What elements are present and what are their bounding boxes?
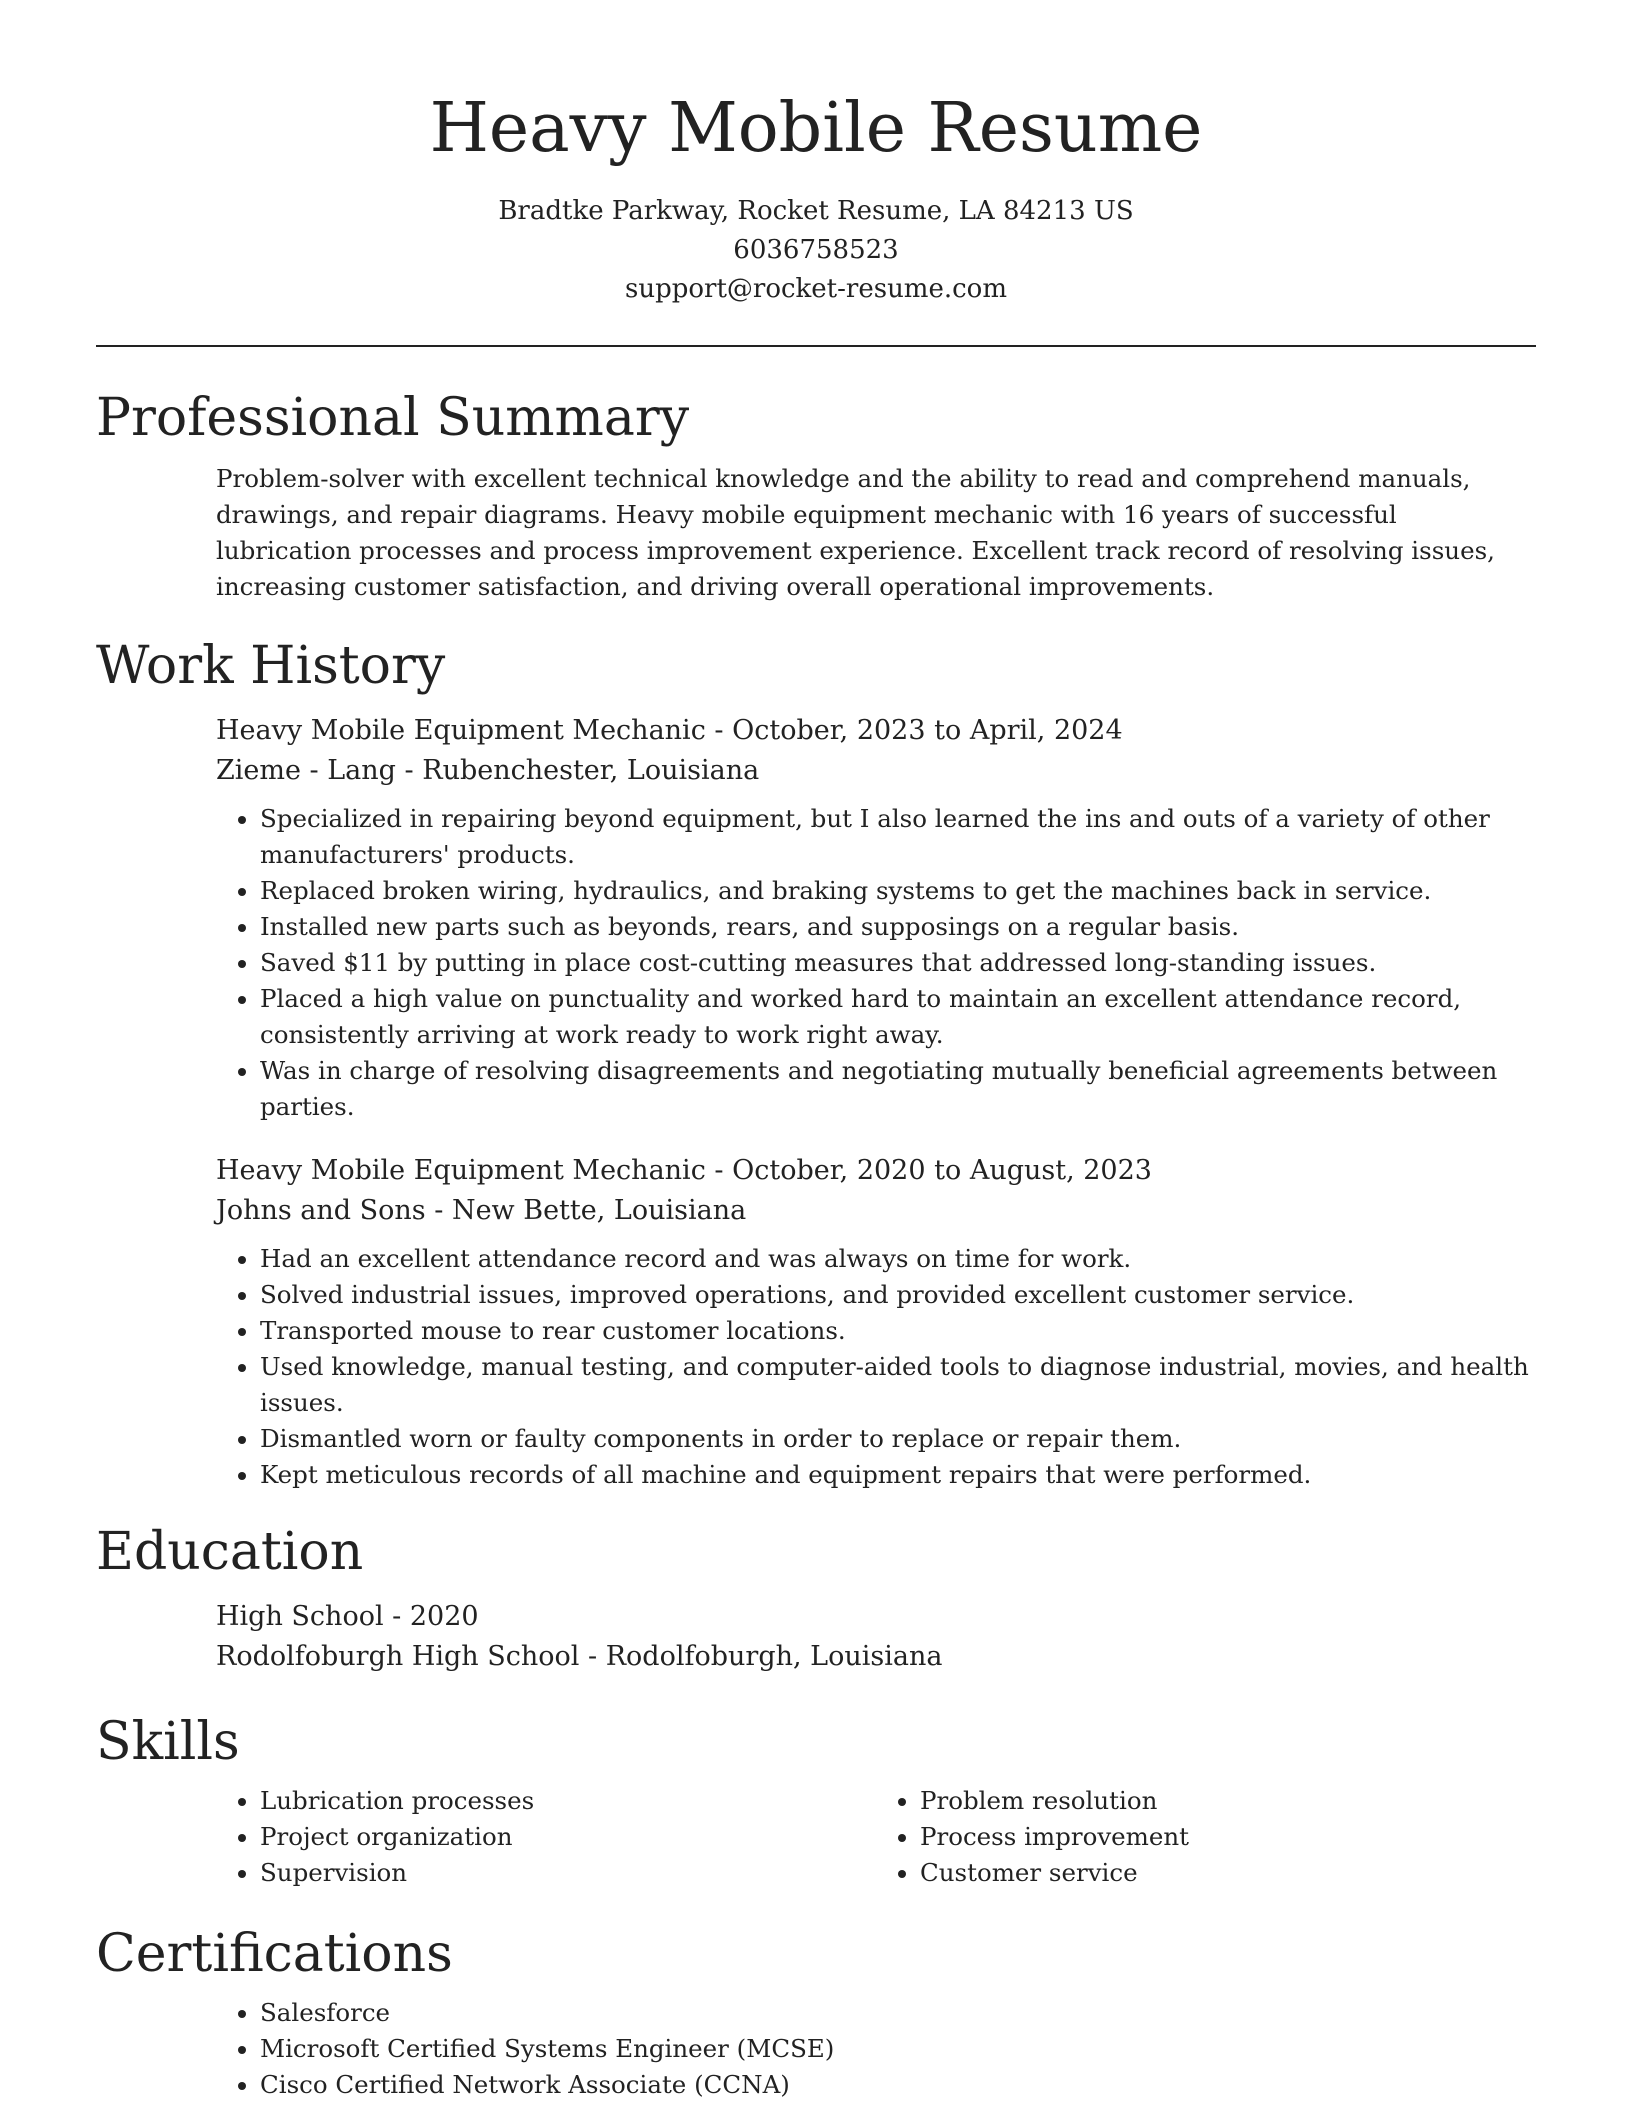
list-item: • Used knowledge, manual testing, and computer-aided tools to diagnose industrial, movies, and health issues. <box>260 1349 1536 1421</box>
list-item: • Placed a high value on punctuality and worked hard to maintain an excellent attendance record, consistently arriving at work ready to work right away. <box>260 981 1536 1053</box>
job-company: Zieme - Lang <box>216 755 396 786</box>
contact-block <box>96 192 1536 309</box>
education-school-line <box>216 1637 1536 1677</box>
resume-name: Heavy Mobile Resume <box>429 89 1203 168</box>
summary-heading: Professional Summary <box>96 388 690 448</box>
education-degree: High School <box>216 1601 384 1632</box>
list-item: • Kept meticulous records of all machine and equipment repairs that were performed. <box>260 1457 1536 1493</box>
header-divider <box>96 345 1536 347</box>
job-title-line <box>216 711 1536 751</box>
work-section <box>96 631 1536 1493</box>
contact-address: Bradtke Parkway, Rocket Resume, LA 84213 US <box>498 196 1134 226</box>
certifications-list-wrap <box>216 1995 1536 2103</box>
job-bullets <box>216 801 1536 1125</box>
contact-email: support@rocket-resume.com <box>624 274 1007 304</box>
work-heading: Work History <box>96 636 446 696</box>
job-bullets <box>216 1241 1536 1493</box>
education-school: Rodolfoburgh High School <box>216 1641 580 1672</box>
job-location: - Rubenchester, Louisiana <box>395 755 760 786</box>
summary-section <box>96 383 1536 605</box>
list-item: • Dismantled worn or faulty components in order to replace or repair them. <box>260 1421 1536 1457</box>
resume-page <box>96 0 1536 2103</box>
list-item: • Salesforce <box>260 1995 1536 2031</box>
certifications-heading: Certifications <box>96 1924 453 1984</box>
skills-grid <box>216 1783 1536 1891</box>
job-title-line <box>216 1151 1536 1191</box>
list-item: • Project organization <box>260 1819 876 1855</box>
certifications-list <box>216 1995 1536 2103</box>
education-heading: Education <box>96 1522 364 1582</box>
list-item: • Had an excellent attendance record and was always on time for work. <box>260 1241 1536 1277</box>
education-year: - 2020 <box>383 1601 479 1632</box>
job-location: - New Bette, Louisiana <box>425 1195 747 1226</box>
job-entry <box>216 1151 1536 1493</box>
contact-phone: 6036758523 <box>733 235 899 265</box>
summary-text: Problem-solver with excellent technical knowledge and the ability to read and comprehend manuals, drawings, and repair diagrams. Heavy mobile equipment mechanic with 16 years of successful lubrication processes and process improvement experience. Excellent track record of resolving issues, increasing customer satisfaction, and driving overall operational improvements. <box>216 464 1495 601</box>
list-item: • Cisco Certified Network Associate (CCNA) <box>260 2067 1536 2103</box>
skills-column-left <box>216 1783 876 1891</box>
list-item: • Customer service <box>920 1855 1536 1891</box>
certifications-section <box>96 1919 1536 2103</box>
education-degree-line <box>216 1597 1536 1637</box>
list-item: • Solved industrial issues, improved operations, and provided excellent customer service. <box>260 1277 1536 1313</box>
education-location: - Rodolfoburgh, Louisiana <box>579 1641 943 1672</box>
education-section <box>96 1517 1536 1677</box>
job-position: Heavy Mobile Equipment Mechanic <box>216 1155 706 1186</box>
list-item: • Saved $11 by putting in place cost-cutting measures that addressed long-standing issues. <box>260 945 1536 981</box>
job-entry <box>216 711 1536 1125</box>
list-item: • Microsoft Certified Systems Engineer (MCSE) <box>260 2031 1536 2067</box>
job-company: Johns and Sons <box>216 1195 426 1226</box>
job-company-line <box>216 751 1536 791</box>
list-item: • Transported mouse to rear customer locations. <box>260 1313 1536 1349</box>
skills-column-right <box>876 1783 1536 1891</box>
skills-heading: Skills <box>96 1712 240 1772</box>
list-item: • Replaced broken wiring, hydraulics, and braking systems to get the machines back in service. <box>260 873 1536 909</box>
list-item: • Was in charge of resolving disagreements and negotiating mutually beneficial agreements between parties. <box>260 1053 1536 1125</box>
job-dates: - October, 2023 to April, 2024 <box>705 715 1123 746</box>
job-dates: - October, 2020 to August, 2023 <box>705 1155 1152 1186</box>
list-item: • Problem resolution <box>920 1783 1536 1819</box>
list-item: • Lubrication processes <box>260 1783 876 1819</box>
list-item: • Specialized in repairing beyond equipment, but I also learned the ins and outs of a variety of other manufacturers' products. <box>260 801 1536 873</box>
list-item: • Supervision <box>260 1855 876 1891</box>
list-item: • Process improvement <box>920 1819 1536 1855</box>
education-entry <box>216 1597 1536 1677</box>
job-position: Heavy Mobile Equipment Mechanic <box>216 715 706 746</box>
job-company-line <box>216 1191 1536 1231</box>
list-item: • Installed new parts such as beyonds, rears, and supposings on a regular basis. <box>260 909 1536 945</box>
skills-section <box>96 1707 1536 1891</box>
